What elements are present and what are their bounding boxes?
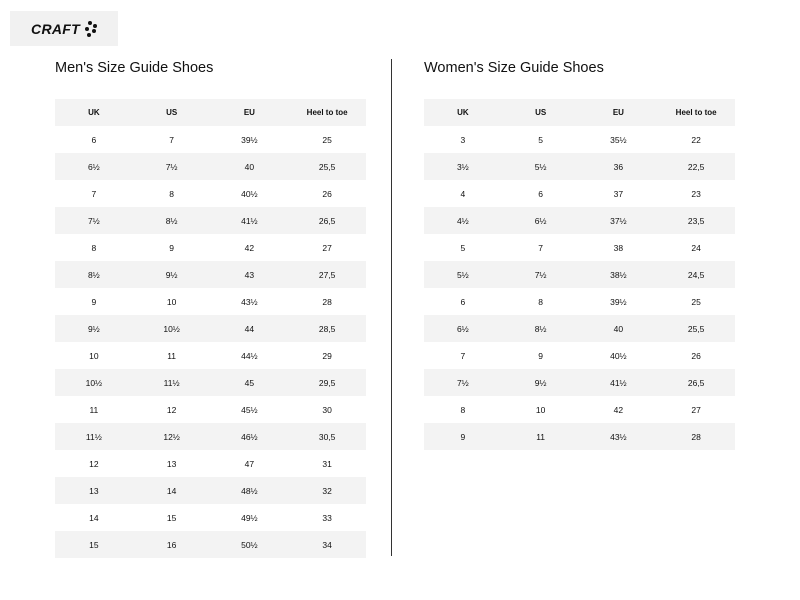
cell-uk: 5 — [424, 234, 502, 261]
cell-eu: 45½ — [211, 396, 289, 423]
table-row — [424, 423, 735, 450]
cell-uk: 7 — [424, 342, 502, 369]
cell-heel-to-toe: 28,5 — [288, 315, 366, 342]
cell-eu: 43½ — [580, 423, 658, 450]
table-row — [424, 126, 735, 153]
cell-us: 16 — [133, 531, 211, 558]
cell-eu: 44 — [211, 315, 289, 342]
cell-eu: 42 — [580, 396, 658, 423]
column-header-us: US — [502, 99, 580, 126]
cell-heel-to-toe: 22 — [657, 126, 735, 153]
cell-heel-to-toe: 27 — [657, 396, 735, 423]
cell-us: 13 — [133, 450, 211, 477]
cell-eu: 45 — [211, 369, 289, 396]
table-row — [55, 477, 366, 504]
cell-uk: 9½ — [55, 315, 133, 342]
cell-uk: 10 — [55, 342, 133, 369]
cell-eu: 42 — [211, 234, 289, 261]
cell-eu: 44½ — [211, 342, 289, 369]
table-row — [424, 315, 735, 342]
cell-heel-to-toe: 30,5 — [288, 423, 366, 450]
cell-us: 12 — [133, 396, 211, 423]
cell-heel-to-toe: 26,5 — [657, 369, 735, 396]
cell-eu: 35½ — [580, 126, 658, 153]
cell-heel-to-toe: 30 — [288, 396, 366, 423]
cell-us: 6 — [502, 180, 580, 207]
cell-heel-to-toe: 34 — [288, 531, 366, 558]
cell-uk: 12 — [55, 450, 133, 477]
logo-dots-icon — [83, 21, 97, 37]
cell-us: 7 — [133, 126, 211, 153]
table-row — [55, 450, 366, 477]
cell-uk: 11½ — [55, 423, 133, 450]
table-row — [55, 531, 366, 558]
cell-eu: 40 — [580, 315, 658, 342]
women-size-guide-title: Women's Size Guide Shoes — [424, 60, 604, 76]
cell-us: 8½ — [502, 315, 580, 342]
cell-eu: 38 — [580, 234, 658, 261]
logo-text: CRAFT — [31, 20, 80, 37]
cell-us: 10½ — [133, 315, 211, 342]
table-row — [55, 234, 366, 261]
table-row — [424, 207, 735, 234]
cell-eu: 38½ — [580, 261, 658, 288]
cell-us: 10 — [133, 288, 211, 315]
column-header-uk: UK — [424, 99, 502, 126]
cell-heel-to-toe: 31 — [288, 450, 366, 477]
cell-heel-to-toe: 29,5 — [288, 369, 366, 396]
cell-us: 9½ — [502, 369, 580, 396]
cell-uk: 3½ — [424, 153, 502, 180]
cell-uk: 7 — [55, 180, 133, 207]
cell-uk: 8½ — [55, 261, 133, 288]
cell-uk: 14 — [55, 504, 133, 531]
cell-eu: 39½ — [580, 288, 658, 315]
cell-us: 9 — [502, 342, 580, 369]
cell-heel-to-toe: 29 — [288, 342, 366, 369]
cell-heel-to-toe: 23,5 — [657, 207, 735, 234]
cell-eu: 40½ — [211, 180, 289, 207]
table-row — [424, 369, 735, 396]
cell-heel-to-toe: 32 — [288, 477, 366, 504]
cell-us: 8 — [133, 180, 211, 207]
table-row — [55, 423, 366, 450]
table-row — [55, 369, 366, 396]
cell-heel-to-toe: 27,5 — [288, 261, 366, 288]
cell-heel-to-toe: 25,5 — [288, 153, 366, 180]
cell-heel-to-toe: 24 — [657, 234, 735, 261]
cell-uk: 13 — [55, 477, 133, 504]
table-row — [424, 180, 735, 207]
cell-us: 7 — [502, 234, 580, 261]
cell-us: 9 — [133, 234, 211, 261]
cell-uk: 9 — [424, 423, 502, 450]
column-header-eu: EU — [580, 99, 658, 126]
cell-uk: 7½ — [424, 369, 502, 396]
cell-uk: 11 — [55, 396, 133, 423]
cell-us: 5½ — [502, 153, 580, 180]
cell-heel-to-toe: 27 — [288, 234, 366, 261]
section-divider — [391, 59, 392, 556]
cell-uk: 6 — [424, 288, 502, 315]
table-header-row — [424, 99, 735, 126]
table-row — [424, 234, 735, 261]
cell-us: 15 — [133, 504, 211, 531]
cell-heel-to-toe: 22,5 — [657, 153, 735, 180]
cell-uk: 4 — [424, 180, 502, 207]
cell-heel-to-toe: 23 — [657, 180, 735, 207]
cell-us: 14 — [133, 477, 211, 504]
cell-eu: 37½ — [580, 207, 658, 234]
cell-us: 10 — [502, 396, 580, 423]
cell-eu: 40 — [211, 153, 289, 180]
cell-us: 11½ — [133, 369, 211, 396]
cell-eu: 36 — [580, 153, 658, 180]
table-row — [55, 288, 366, 315]
cell-heel-to-toe: 26 — [657, 342, 735, 369]
table-row — [424, 261, 735, 288]
men-size-table — [55, 99, 366, 558]
cell-us: 6½ — [502, 207, 580, 234]
cell-uk: 5½ — [424, 261, 502, 288]
cell-eu: 46½ — [211, 423, 289, 450]
cell-us: 12½ — [133, 423, 211, 450]
column-header-eu: EU — [211, 99, 289, 126]
cell-eu: 41½ — [211, 207, 289, 234]
table-row — [55, 261, 366, 288]
cell-eu: 49½ — [211, 504, 289, 531]
cell-uk: 15 — [55, 531, 133, 558]
cell-uk: 9 — [55, 288, 133, 315]
cell-heel-to-toe: 25 — [657, 288, 735, 315]
cell-uk: 6½ — [55, 153, 133, 180]
cell-uk: 3 — [424, 126, 502, 153]
table-header-row — [55, 99, 366, 126]
craft-logo — [10, 11, 118, 46]
cell-uk: 4½ — [424, 207, 502, 234]
cell-eu: 39½ — [211, 126, 289, 153]
table-row — [55, 153, 366, 180]
table-row — [55, 126, 366, 153]
women-size-table — [424, 99, 735, 450]
cell-uk: 10½ — [55, 369, 133, 396]
table-row — [55, 180, 366, 207]
cell-us: 9½ — [133, 261, 211, 288]
cell-us: 8 — [502, 288, 580, 315]
cell-eu: 47 — [211, 450, 289, 477]
cell-eu: 43½ — [211, 288, 289, 315]
table-row — [424, 153, 735, 180]
cell-uk: 6½ — [424, 315, 502, 342]
cell-eu: 43 — [211, 261, 289, 288]
table-row — [424, 396, 735, 423]
table-row — [424, 288, 735, 315]
cell-us: 8½ — [133, 207, 211, 234]
cell-heel-to-toe: 28 — [657, 423, 735, 450]
cell-uk: 7½ — [55, 207, 133, 234]
column-header-uk: UK — [55, 99, 133, 126]
cell-us: 5 — [502, 126, 580, 153]
table-row — [424, 342, 735, 369]
cell-eu: 50½ — [211, 531, 289, 558]
column-header-heel-to-toe: Heel to toe — [288, 99, 366, 126]
table-row — [55, 396, 366, 423]
cell-us: 11 — [133, 342, 211, 369]
cell-us: 7½ — [502, 261, 580, 288]
cell-heel-to-toe: 26 — [288, 180, 366, 207]
cell-eu: 40½ — [580, 342, 658, 369]
men-size-guide-title: Men's Size Guide Shoes — [55, 60, 214, 76]
cell-uk: 8 — [55, 234, 133, 261]
cell-us: 7½ — [133, 153, 211, 180]
table-row — [55, 207, 366, 234]
cell-heel-to-toe: 33 — [288, 504, 366, 531]
cell-us: 11 — [502, 423, 580, 450]
cell-eu: 41½ — [580, 369, 658, 396]
cell-heel-to-toe: 28 — [288, 288, 366, 315]
cell-eu: 48½ — [211, 477, 289, 504]
column-header-heel-to-toe: Heel to toe — [657, 99, 735, 126]
table-row — [55, 504, 366, 531]
cell-heel-to-toe: 24,5 — [657, 261, 735, 288]
table-row — [55, 342, 366, 369]
cell-uk: 8 — [424, 396, 502, 423]
table-row — [55, 315, 366, 342]
cell-heel-to-toe: 25,5 — [657, 315, 735, 342]
cell-uk: 6 — [55, 126, 133, 153]
cell-heel-to-toe: 26,5 — [288, 207, 366, 234]
cell-eu: 37 — [580, 180, 658, 207]
cell-heel-to-toe: 25 — [288, 126, 366, 153]
column-header-us: US — [133, 99, 211, 126]
